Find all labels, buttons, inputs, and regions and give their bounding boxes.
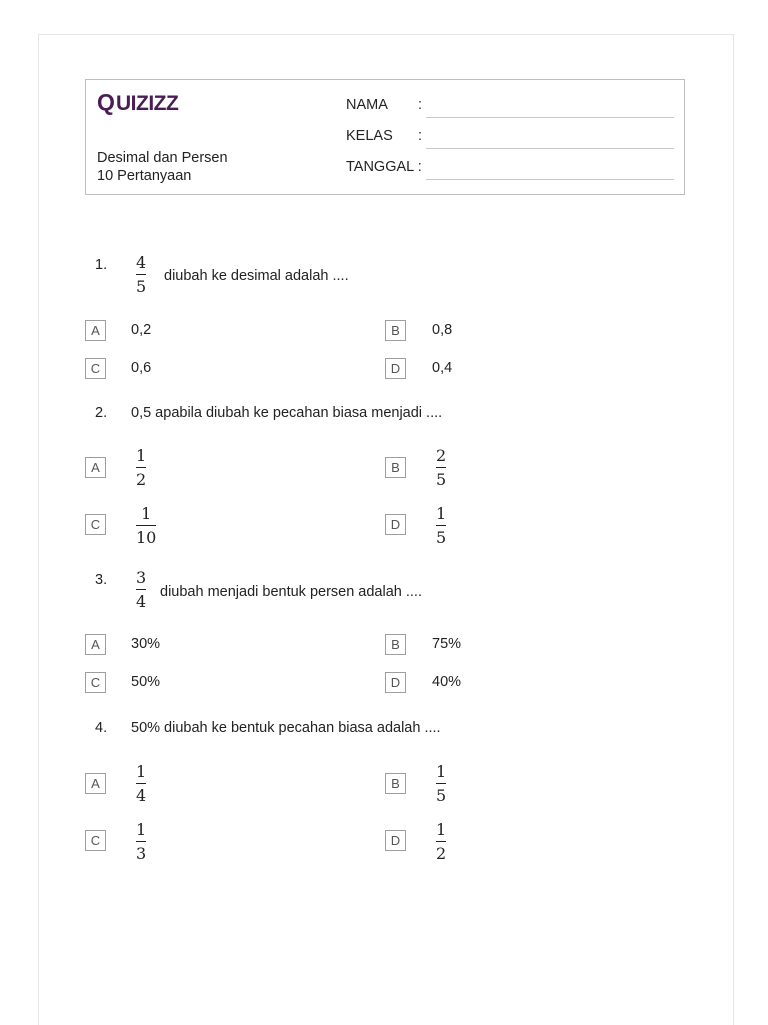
fraction-bar bbox=[136, 274, 146, 275]
fraction-bar bbox=[436, 841, 446, 842]
class-line[interactable] bbox=[426, 148, 674, 149]
q2-option-a-fraction bbox=[136, 447, 146, 489]
q3-option-a-text: 30% bbox=[131, 636, 161, 652]
fraction-numerator: 1 bbox=[141, 504, 152, 523]
fraction-bar bbox=[436, 783, 446, 784]
fraction-bar bbox=[136, 467, 146, 468]
name-line[interactable] bbox=[426, 117, 674, 118]
question-3-fraction bbox=[136, 569, 146, 611]
date-field bbox=[346, 159, 422, 175]
q3-option-c-text: 50% bbox=[131, 674, 161, 690]
q2-option-d-fraction bbox=[436, 505, 446, 547]
fraction-numerator: 2 bbox=[436, 446, 447, 465]
q2-option-c-box[interactable]: C bbox=[85, 514, 106, 535]
q2-option-a-box[interactable]: A bbox=[85, 457, 106, 478]
fraction-numerator: 1 bbox=[136, 820, 147, 839]
fraction-bar bbox=[136, 841, 146, 842]
fraction-bar bbox=[136, 525, 156, 526]
question-2-number: 2. bbox=[95, 405, 108, 421]
q3-option-d-box[interactable]: D bbox=[385, 672, 406, 693]
fraction-numerator: 3 bbox=[136, 568, 147, 587]
q4-option-b-fraction bbox=[436, 763, 446, 805]
fraction-denominator: 4 bbox=[136, 592, 147, 611]
fraction-bar bbox=[136, 783, 146, 784]
q4-option-c-box[interactable]: C bbox=[85, 830, 106, 851]
class-label: KELAS bbox=[346, 128, 393, 144]
worksheet-header bbox=[85, 79, 685, 195]
fraction-bar bbox=[436, 467, 446, 468]
q4-option-a-fraction bbox=[136, 763, 146, 805]
question-1-fraction bbox=[136, 254, 146, 296]
fraction-numerator: 1 bbox=[136, 446, 147, 465]
q1-option-c-box[interactable]: C bbox=[85, 358, 106, 379]
q4-option-a-box[interactable]: A bbox=[85, 773, 106, 794]
question-3-text: diubah menjadi bentuk persen adalah .... bbox=[160, 584, 422, 600]
q2-option-b-box[interactable]: B bbox=[385, 457, 406, 478]
q3-option-b-text: 75% bbox=[432, 636, 462, 652]
fraction-denominator: 4 bbox=[136, 786, 147, 805]
question-2-text: 0,5 apabila diubah ke pecahan biasa menjadi .... bbox=[131, 405, 443, 421]
fraction-denominator: 5 bbox=[136, 277, 147, 296]
q3-option-c-box[interactable]: C bbox=[85, 672, 106, 693]
q1-option-b-box[interactable]: B bbox=[385, 320, 406, 341]
fraction-bar bbox=[136, 589, 146, 590]
q4-option-c-fraction bbox=[136, 821, 146, 863]
fraction-denominator: 2 bbox=[136, 470, 147, 489]
fraction-numerator: 1 bbox=[436, 762, 447, 781]
q1-option-a-box[interactable]: A bbox=[85, 320, 106, 341]
fraction-denominator: 5 bbox=[436, 786, 447, 805]
q3-option-d-text: 40% bbox=[432, 674, 462, 690]
fraction-numerator: 1 bbox=[436, 504, 447, 523]
svg-text:Q: Q bbox=[97, 89, 115, 115]
quizizz-logo-mark bbox=[97, 89, 187, 117]
q2-option-b-fraction bbox=[436, 447, 446, 489]
quiz-title-block bbox=[97, 149, 228, 185]
fraction-denominator: 5 bbox=[436, 528, 447, 547]
name-colon: : bbox=[418, 97, 423, 113]
question-3-number: 3. bbox=[95, 572, 108, 588]
fraction-denominator: 10 bbox=[136, 528, 157, 547]
fraction-denominator: 2 bbox=[436, 844, 447, 863]
q1-option-d-box[interactable]: D bbox=[385, 358, 406, 379]
q4-option-b-box[interactable]: B bbox=[385, 773, 406, 794]
q2-option-c-fraction bbox=[136, 505, 156, 547]
fraction-denominator: 3 bbox=[136, 844, 147, 863]
question-1-text: diubah ke desimal adalah .... bbox=[164, 268, 349, 284]
date-label: TANGGAL : bbox=[346, 159, 422, 175]
fraction-numerator: 1 bbox=[436, 820, 447, 839]
svg-text:UIZIZZ: UIZIZZ bbox=[116, 92, 179, 115]
q1-option-c-text: 0,6 bbox=[131, 360, 152, 376]
quiz-question-count: 10 Pertanyaan bbox=[97, 168, 192, 184]
name-field bbox=[346, 97, 423, 113]
q4-option-d-box[interactable]: D bbox=[385, 830, 406, 851]
q3-option-a-box[interactable]: A bbox=[85, 634, 106, 655]
q1-option-b-text: 0,8 bbox=[432, 322, 453, 338]
q1-option-d-text: 0,4 bbox=[432, 360, 453, 376]
fraction-denominator: 5 bbox=[436, 470, 447, 489]
question-4-text: 50% diubah ke bentuk pecahan biasa adalah .... bbox=[131, 720, 441, 736]
fraction-bar bbox=[436, 525, 446, 526]
question-1-number: 1. bbox=[95, 257, 108, 273]
quiz-title: Desimal dan Persen bbox=[97, 150, 228, 166]
name-label: NAMA bbox=[346, 97, 388, 113]
date-line[interactable] bbox=[426, 179, 674, 180]
question-4-number: 4. bbox=[95, 720, 108, 736]
q3-option-b-box[interactable]: B bbox=[385, 634, 406, 655]
q1-option-a-text: 0,2 bbox=[131, 322, 152, 338]
fraction-numerator: 1 bbox=[136, 762, 147, 781]
q2-option-d-box[interactable]: D bbox=[385, 514, 406, 535]
q4-option-d-fraction bbox=[436, 821, 446, 863]
class-field bbox=[346, 128, 423, 144]
class-colon: : bbox=[418, 128, 423, 144]
fraction-numerator: 4 bbox=[136, 253, 147, 272]
